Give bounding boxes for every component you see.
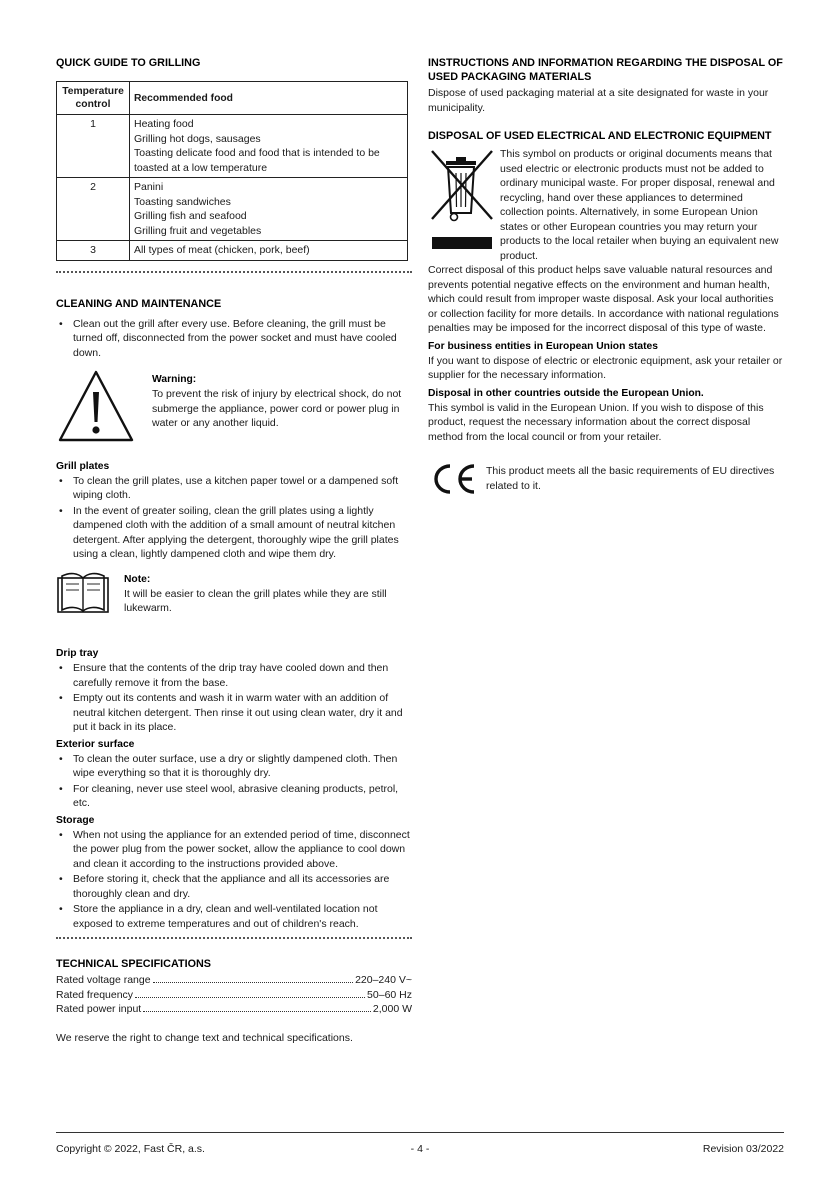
eu-title: For business entities in European Union states — [428, 340, 659, 352]
list-item: • Store the appliance in a dry, clean and well-ventilated location not exposed to extreme temperatures and out of children's reach. — [56, 902, 412, 931]
note-title: Note: — [124, 573, 151, 585]
quick-guide-heading: QUICK GUIDE TO GRILLING — [56, 57, 201, 69]
table-row — [57, 241, 408, 261]
leader-dots — [143, 1011, 371, 1012]
left-column — [56, 56, 412, 1045]
foods-cell — [130, 178, 408, 241]
packaging-text: Dispose of used packaging material at a site designated for waste in your municipality. — [428, 87, 769, 114]
weee-text-full: Correct disposal of this product helps save valuable natural resources and prevents potential negative effects on the environment and human health, which could result from improper waste disposal. Ask your local authorities or collection facility for more details. In accordance with national regulations penalties may be imposed for the incorrect disposal of this type of waste. — [428, 264, 779, 334]
drip-tray-list — [56, 661, 412, 735]
page-footer — [56, 1132, 784, 1155]
spec-row — [56, 973, 412, 988]
spec-label: Rated power input — [56, 1003, 142, 1015]
list-item: • To clean the grill plates, use a kitchen paper towel or a dampened soft wiping cloth. — [56, 474, 412, 503]
exterior-title: Exterior surface — [56, 738, 135, 750]
food-item: Grilling fruit and vegetables — [134, 224, 262, 237]
table-row — [57, 115, 408, 178]
packaging-heading: INSTRUCTIONS AND INFORMATION REGARDING THE DISPOSAL OF USED PACKAGING MATERIALS — [428, 57, 783, 83]
list-item: • Empty out its contents and wash it in warm water with an addition of neutral kitchen detergent. Then rinse it out using clean water, dry it and put it back in its place. — [56, 691, 412, 735]
list-item: • When not using the appliance for an extended period of time, disconnect the power plug from the power socket, allow the appliance to cool down and clean it according to the instructions provided above. — [56, 828, 412, 872]
warning-title: Warning: — [152, 374, 197, 385]
list-item: • In the event of greater soiling, clean the grill plates using a lightly dampened cloth with the addition of a small amount of neutral kitchen detergent. After applying the detergent, thoroughly wipe the grill plates using a clean, lightly dampened cloth and wipe them dry. — [56, 504, 412, 562]
table-row — [57, 178, 408, 241]
spec-value: 220–240 V~ — [355, 974, 412, 986]
specs-heading: TECHNICAL SPECIFICATIONS — [56, 958, 211, 970]
food-item: Toasting sandwiches — [134, 195, 231, 208]
list-item: • To clean the outer surface, use a dry or slightly dampened cloth. Then wipe everything so that it is thoroughly dry. — [56, 752, 412, 781]
setting-cell: 2 — [57, 178, 130, 241]
weee-text-indented: This symbol on products or original documents means that used electric or electronic products must not be added to ordinary municipal waste. For proper disposal, renewal and recycling, hand over these appliances to determined collection points. Alternatively, in some European Union states or other European countries you may return your products to the local retailer when buying an equivalent new product. — [500, 148, 779, 262]
warning-text: To prevent the risk of injury by electrical shock, do not submerge the appliance, power cord or power plug in water or any another liquid. — [152, 388, 402, 429]
spec-row — [56, 1002, 412, 1017]
storage-title: Storage — [56, 814, 95, 826]
weee-block — [428, 147, 784, 277]
spec-label: Rated voltage range — [56, 974, 151, 986]
food-item: Heating food — [134, 118, 194, 130]
specs-disclaimer: We reserve the right to change text and technical specifications. — [56, 1031, 353, 1044]
note-text: It will be easier to clean the grill plates while they are still lukewarm. — [124, 587, 387, 614]
spec-row — [56, 988, 412, 1003]
warning-triangle-icon — [56, 368, 152, 449]
weee-heading: DISPOSAL OF USED ELECTRICAL AND ELECTRONIC EQUIPMENT — [428, 130, 772, 142]
foods-cell — [130, 241, 408, 261]
footer-revision: Revision 03/2022 — [702, 1143, 784, 1155]
cleaning-heading: CLEANING AND MAINTENANCE — [56, 297, 222, 310]
drip-tray-title: Drip tray — [56, 648, 99, 659]
spec-value: 50–60 Hz — [367, 988, 412, 1001]
storage-list — [56, 828, 412, 932]
food-item: Grilling fish and seafood — [134, 210, 247, 222]
leader-dots — [153, 982, 353, 983]
ce-text: This product meets all the basic requirements of EU directives related to it. — [486, 465, 775, 492]
food-item: Panini — [134, 181, 164, 193]
list-item: • For cleaning, never use steel wool, abrasive cleaning products, petrol, etc. — [56, 782, 412, 811]
non-eu-title: Disposal in other countries outside the European Union. — [428, 387, 704, 399]
spec-value: 2,000 W — [372, 1003, 412, 1015]
open-book-icon — [56, 570, 124, 621]
grill-plates-list — [56, 474, 412, 562]
list-item: • Ensure that the contents of the drip tray have cooled down and then carefully remove it from the base. — [56, 661, 412, 690]
setting-cell: 1 — [57, 115, 130, 178]
col-food-header: Recommended food — [130, 82, 408, 115]
food-item: All types of meat (chicken, pork, beef) — [134, 244, 310, 256]
spec-label: Rated frequency — [56, 988, 134, 1001]
exterior-list — [56, 752, 412, 811]
grilling-table — [56, 81, 408, 261]
cleaning-intro-list — [56, 317, 412, 361]
right-column — [428, 56, 784, 501]
ce-mark-icon — [428, 462, 486, 501]
foods-cell — [130, 115, 408, 178]
col-temperature-header: Temperature control — [57, 82, 130, 115]
list-item: • Clean out the grill after every use. Before cleaning, the grill must be turned off, disconnected from the power socket and must have cooled down. — [56, 317, 412, 361]
page-number: - 4 - — [410, 1143, 430, 1155]
non-eu-text: This symbol is valid in the European Union. If you wish to dispose of this product, request the necessary information about the correct disposal method from the local council or from your retailer. — [428, 401, 764, 443]
crossed-bin-icon — [428, 147, 496, 264]
food-item: Toasting delicate food and food that is intended to be toasted at a low temperature — [134, 147, 380, 174]
grill-plates-title: Grill plates — [56, 460, 110, 472]
food-item: Grilling hot dogs, sausages — [134, 132, 261, 145]
leader-dots — [135, 997, 365, 998]
ce-block — [428, 462, 784, 501]
section-divider — [56, 937, 412, 939]
eu-text: If you want to dispose of electric or electronic equipment, ask your retailer or supplier for the necessary information. — [428, 354, 783, 381]
section-divider — [56, 271, 412, 273]
note-block — [56, 570, 412, 621]
list-item: • Before storing it, check that the appliance and all its accessories are thoroughly clean and dry. — [56, 872, 412, 901]
footer-copyright: Copyright © 2022, Fast ČR, a.s. — [56, 1143, 205, 1155]
setting-cell: 3 — [57, 241, 130, 261]
warning-block — [56, 368, 412, 449]
specs-list — [56, 973, 412, 1017]
